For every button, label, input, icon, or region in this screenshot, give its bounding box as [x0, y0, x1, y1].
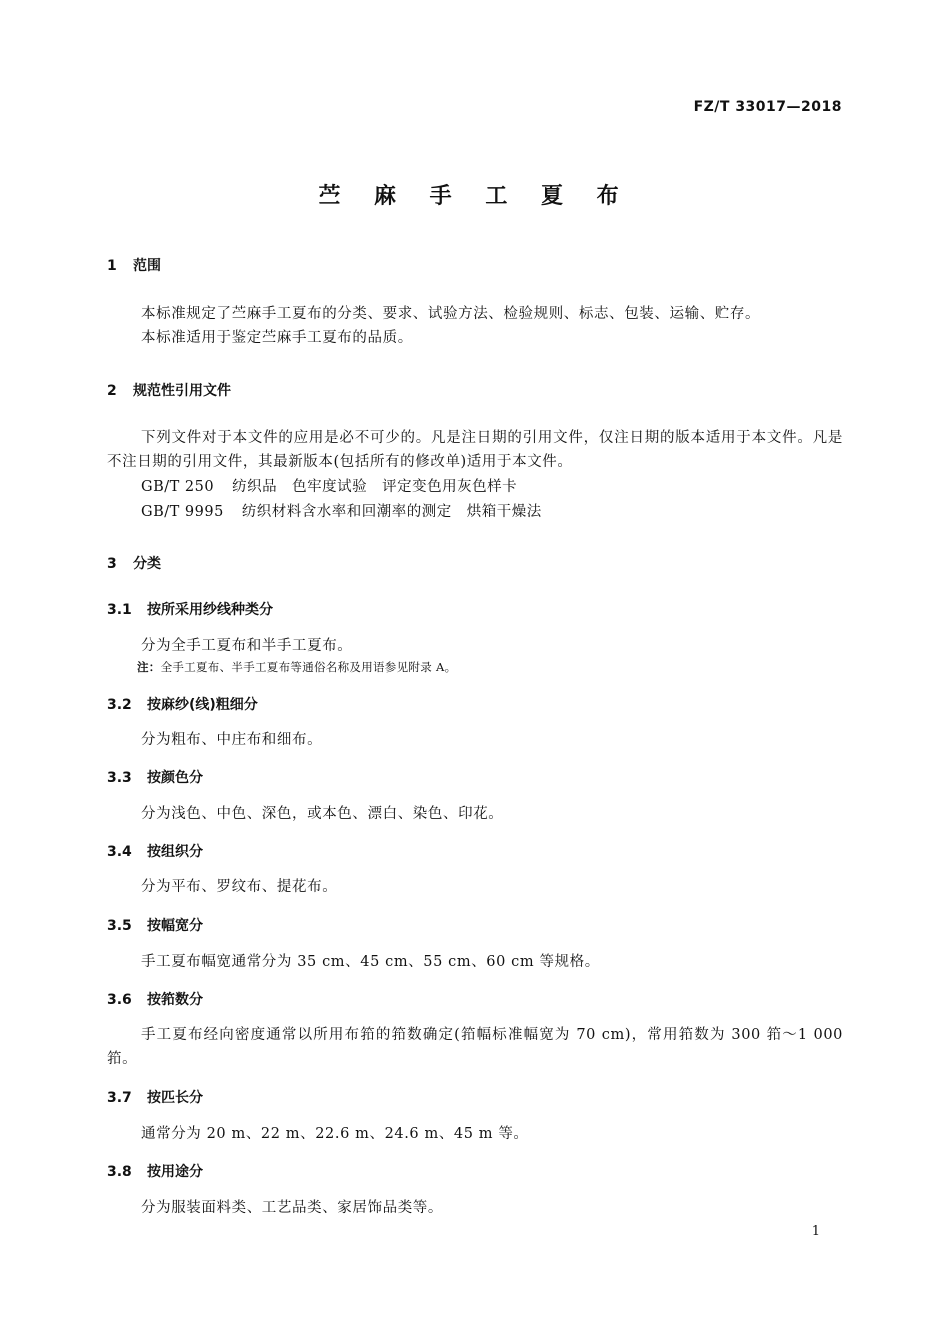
paragraph: 手工夏布幅宽通常分为 35 cm、45 cm、55 cm、60 cm 等规格。 — [141, 954, 600, 970]
subsection-number: 3.6 — [107, 992, 132, 1008]
section-3-heading — [107, 553, 161, 573]
section-2-heading — [107, 380, 231, 400]
subsection-title: 按所采用纱线种类分 — [147, 602, 273, 618]
subsection-heading — [107, 1161, 203, 1181]
subsection-heading — [107, 599, 273, 619]
paragraph: 分为服装面料类、工艺品类、家居饰品类等。 — [141, 1200, 443, 1216]
note-label: 注： — [137, 660, 161, 674]
note-text: 全手工夏布、半手工夏布等通俗名称及用语参见附录 A。 — [160, 660, 457, 674]
subsection-title: 按匹长分 — [147, 1090, 203, 1106]
normative-reference — [141, 500, 542, 524]
subsection-title: 按麻纱(线)粗细分 — [147, 697, 258, 713]
normative-reference — [141, 475, 517, 499]
standard-code: FZ/T 33017—2018 — [693, 99, 842, 115]
reference-code: GB/T 250 — [141, 479, 215, 495]
subsection-heading — [107, 989, 203, 1009]
paragraph: 分为浅色、中色、深色，或本色、漂白、染色、印花。 — [141, 806, 504, 822]
subsection-title: 按颜色分 — [147, 770, 203, 786]
subsection-title: 按筘数分 — [147, 992, 203, 1008]
section-title: 规范性引用文件 — [133, 383, 231, 399]
paragraph: 分为平布、罗纹布、提花布。 — [141, 879, 338, 895]
subsection-heading — [107, 841, 203, 861]
section-number: 1 — [107, 258, 117, 274]
subsection-heading — [107, 767, 203, 787]
subsection-heading — [107, 694, 258, 714]
paragraph: 本标准适用于鉴定苎麻手工夏布的品质。 — [141, 330, 413, 346]
subsection-number: 3.4 — [107, 844, 132, 860]
paragraph: 分为全手工夏布和半手工夏布。 — [141, 638, 353, 654]
subsection-heading — [107, 915, 203, 935]
subsection-title: 按用途分 — [147, 1164, 203, 1180]
subsection-number: 3.7 — [107, 1090, 132, 1106]
document-title: 苎 麻 手 工 夏 布 — [318, 184, 632, 209]
section-title: 分类 — [133, 556, 161, 572]
section-number: 3 — [107, 556, 117, 572]
section-number: 2 — [107, 383, 117, 399]
subsection-number: 3.2 — [107, 697, 132, 713]
page-number: 1 — [811, 1224, 820, 1239]
subsection-number: 3.1 — [107, 602, 132, 618]
section-1-heading — [107, 255, 161, 275]
subsection-number: 3.5 — [107, 918, 132, 934]
note — [137, 659, 456, 675]
paragraph: 分为粗布、中庄布和细布。 — [141, 732, 323, 748]
paragraph: 本标准规定了苎麻手工夏布的分类、要求、试验方法、检验规则、标志、包装、运输、贮存。 — [141, 306, 761, 322]
reference-title: 纺织品 色牢度试验 评定变色用灰色样卡 — [232, 479, 518, 495]
reference-title: 纺织材料含水率和回潮率的测定 烘箱干燥法 — [241, 504, 542, 520]
paragraph: 下列文件对于本文件的应用是必不可少的。凡是注日期的引用文件，仅注日期的版本适用于本文件。凡是不注日期的引用文件，其最新版本(包括所有的修改单)适用于本文件。 — [107, 430, 843, 470]
subsection-heading — [107, 1087, 203, 1107]
paragraph: 手工夏布经向密度通常以所用布筘的筘数确定(筘幅标准幅宽为 70 cm)，常用筘数为 300 筘～1 000 筘。 — [107, 1027, 843, 1067]
section-title: 范围 — [133, 258, 161, 274]
subsection-title: 按幅宽分 — [147, 918, 203, 934]
reference-code: GB/T 9995 — [141, 504, 224, 520]
subsection-number: 3.8 — [107, 1164, 132, 1180]
paragraph: 通常分为 20 m、22 m、22.6 m、24.6 m、45 m 等。 — [141, 1126, 529, 1142]
subsection-number: 3.3 — [107, 770, 132, 786]
subsection-title: 按组织分 — [147, 844, 203, 860]
